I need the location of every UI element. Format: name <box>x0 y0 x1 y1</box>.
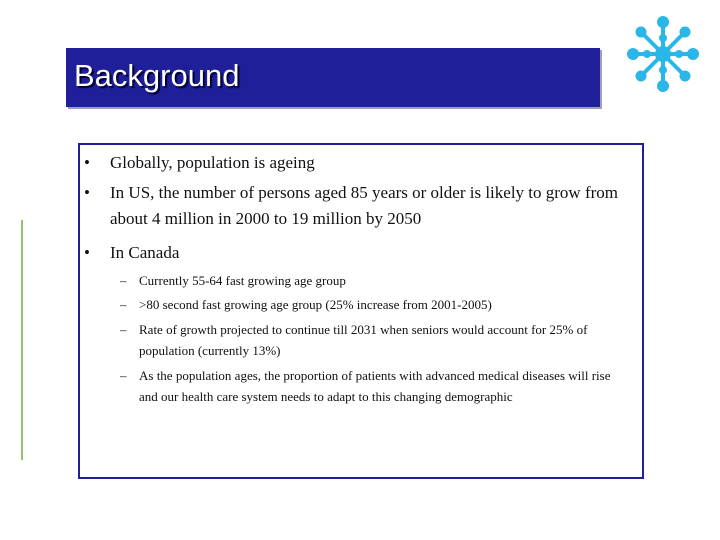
sub-bullet-text: Currently 55-64 fast growing age group <box>139 273 346 288</box>
snowflake-molecule-icon <box>626 16 700 92</box>
left-accent-rule <box>21 220 23 460</box>
sub-bullet-dash: – <box>120 273 127 288</box>
bullet-text: In US, the number of persons aged 85 years or older is likely to grow from about 4 million in 2000 to 19 million by 2050 <box>110 183 618 228</box>
sub-bullet-text: Rate of growth projected to continue till 2031 when seniors would account for 25% of population (currently 13%) <box>139 322 588 358</box>
bullet-text: In Canada <box>110 243 180 262</box>
sub-bullet-text: >80 second fast growing age group (25% increase from 2001-2005) <box>139 297 492 312</box>
sub-bullet-dash: – <box>120 322 127 337</box>
content-box <box>78 143 644 479</box>
bullet-dot: • <box>84 183 90 202</box>
sub-bullet-text: As the population ages, the proportion of patients with advanced medical diseases will rise and our health care system needs to adapt to this changing demographic <box>139 368 611 404</box>
slide-title: Background <box>74 58 240 93</box>
bullet-text: Globally, population is ageing <box>110 153 315 172</box>
title-bar <box>66 48 600 107</box>
bullet-dot: • <box>84 243 90 262</box>
sub-bullet-dash: – <box>120 368 127 383</box>
bullet-dot: • <box>84 153 90 172</box>
sub-bullet-dash: – <box>120 297 127 312</box>
